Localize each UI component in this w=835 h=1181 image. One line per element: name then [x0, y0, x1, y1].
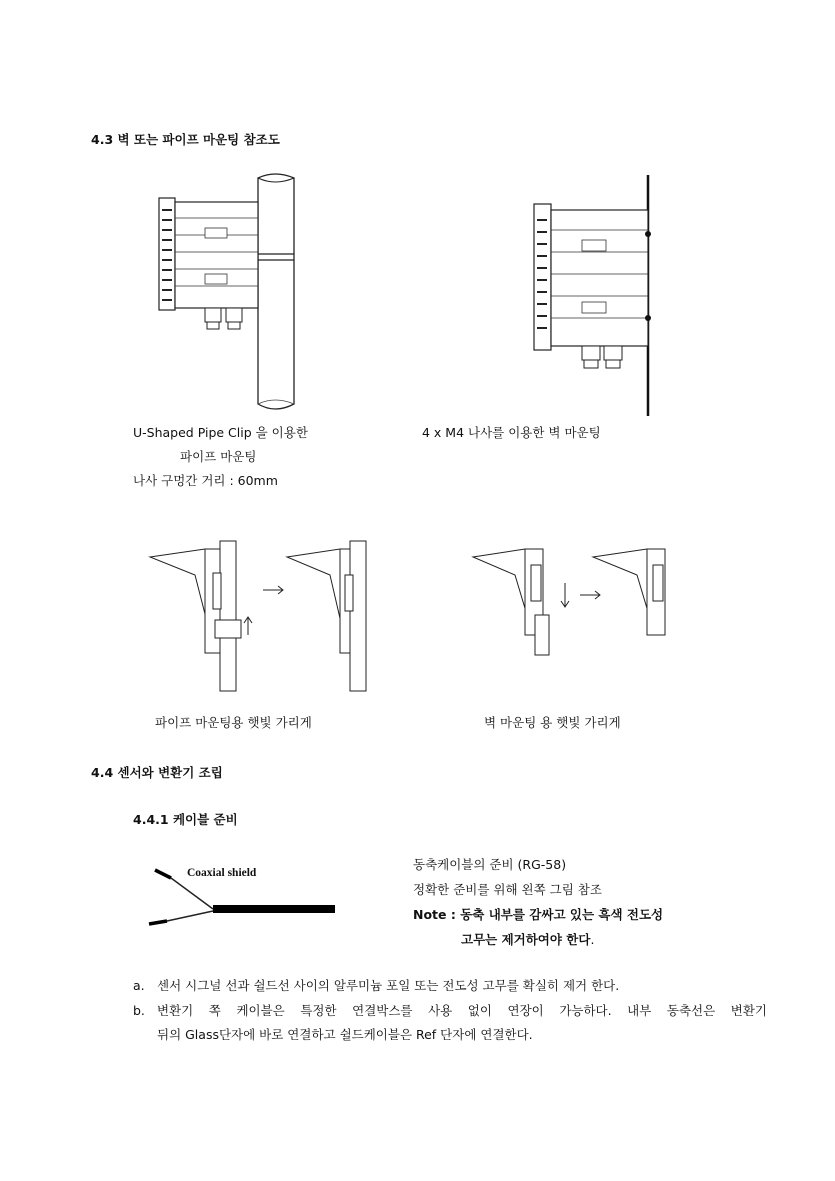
pipe-mount-figure: [150, 170, 310, 415]
note-text-line1: 동축 내부를 감싸고 있는 흑색 전도성: [460, 907, 664, 922]
coaxial-shield-label: Coaxial shield: [187, 867, 257, 879]
sunshade-pipe-figure: [145, 535, 390, 695]
wall-mount-figure: [520, 170, 660, 420]
caption-sunshade-wall: 벽 마운팅 용 햇빛 가리게: [484, 715, 621, 730]
section-4-4-heading: 4.4 센서와 변환기 조립: [91, 765, 223, 780]
cable-prep-line1: 동축케이블의 준비 (RG-58): [413, 857, 567, 872]
caption-pipe-line2: 파이프 마운팅: [180, 449, 257, 464]
note-period: .: [590, 932, 595, 947]
note-label: Note :: [413, 907, 456, 922]
note-text-line2: 고무는 제거하여야 한다: [461, 932, 591, 947]
section-4-4-1-heading: 4.4.1 케이블 준비: [133, 812, 238, 827]
coaxial-cable-figure: [145, 860, 340, 935]
list-item-b-text-line2: 뒤의 Glass단자에 바로 연결하고 쉴드케이블은 Ref 단자에 연결한다.: [157, 1027, 533, 1042]
caption-wall-mount: 4 x M4 나사를 이용한 벽 마운팅: [422, 425, 601, 440]
caption-sunshade-pipe: 파이프 마운팅용 햇빛 가리게: [155, 715, 312, 730]
list-item-b-marker: b.: [133, 1003, 145, 1018]
note-line1: [413, 907, 663, 923]
note-line2: [461, 932, 594, 948]
caption-pipe-line1: U-Shaped Pipe Clip 을 이용한: [133, 425, 308, 440]
sunshade-wall-figure: [465, 535, 705, 665]
cable-prep-line2: 정확한 준비를 위해 왼쪽 그림 참조: [413, 882, 602, 897]
list-item-a-marker: a.: [133, 978, 145, 993]
list-item-b-text-line1: 변환기 쪽 케이블은 특정한 연결박스를 사용 없이 연장이 가능하다. 내부 동축선은 변환기: [157, 1003, 767, 1018]
section-4-3-heading: 4.3 벽 또는 파이프 마운팅 참조도: [91, 132, 280, 147]
caption-pipe-line3: 나사 구멍간 거리 : 60mm: [133, 473, 278, 488]
list-item-a-text: 센서 시그널 선과 쉴드선 사이의 알루미늄 포일 또는 전도성 고무를 확실히 제거 한다.: [157, 978, 620, 993]
